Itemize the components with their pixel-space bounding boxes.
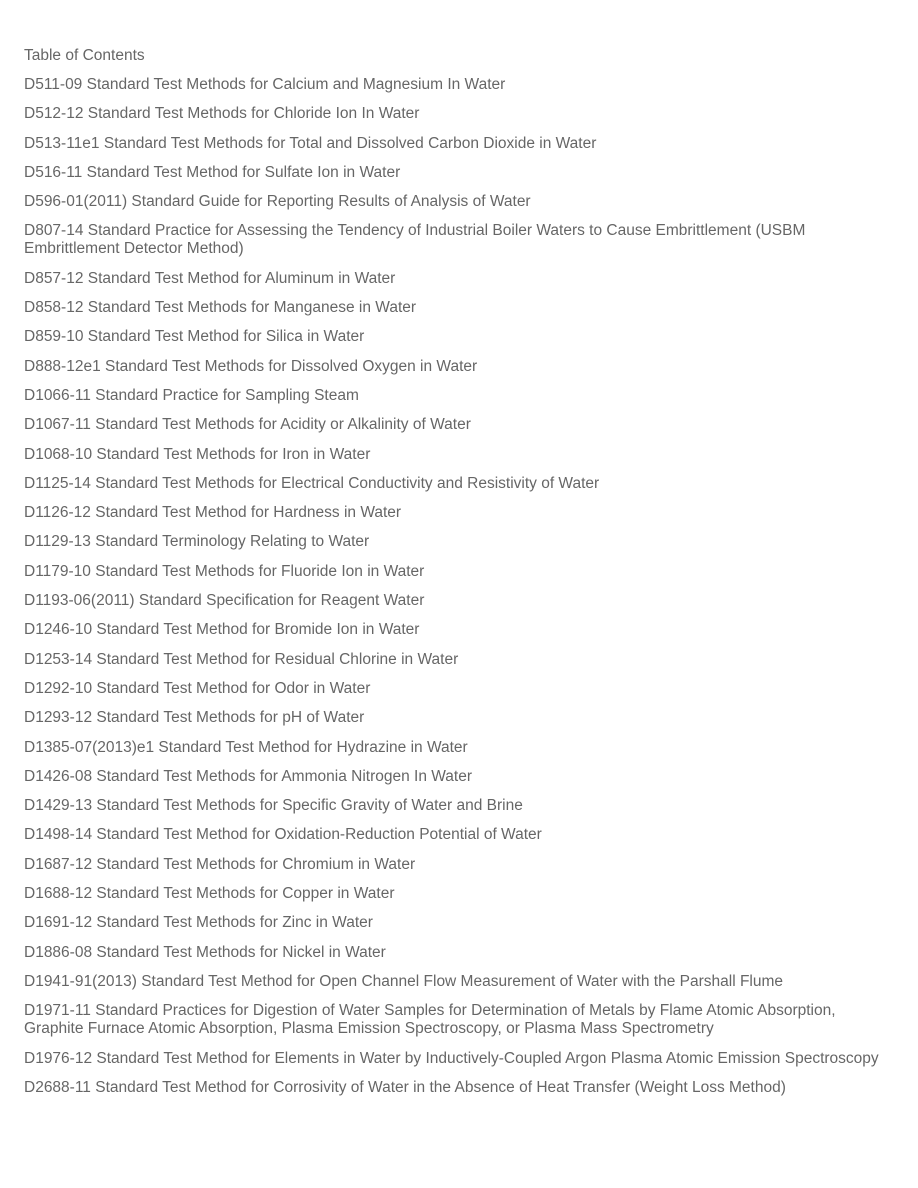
toc-item[interactable]: D1126-12 Standard Test Method for Hardness in Water bbox=[24, 504, 402, 522]
toc-item[interactable]: D888-12e1 Standard Test Methods for Dissolved Oxygen in Water bbox=[24, 357, 478, 375]
toc-item[interactable]: D512-12 Standard Test Methods for Chloride Ion In Water bbox=[24, 105, 420, 123]
toc-title: Table of Contents bbox=[24, 47, 145, 64]
toc-item[interactable]: D857-12 Standard Test Method for Aluminum in Water bbox=[24, 269, 396, 287]
toc-item[interactable]: D1293-12 Standard Test Methods for pH of Water bbox=[24, 709, 365, 727]
toc-item[interactable]: D1068-10 Standard Test Methods for Iron in Water bbox=[24, 445, 371, 463]
toc-item[interactable]: D1429-13 Standard Test Methods for Specific Gravity of Water and Brine bbox=[24, 797, 523, 815]
toc-item[interactable]: D513-11e1 Standard Test Methods for Total and Dissolved Carbon Dioxide in Water bbox=[24, 134, 597, 152]
toc-item[interactable]: D1886-08 Standard Test Methods for Nickel in Water bbox=[24, 943, 386, 961]
toc-item[interactable]: D1976-12 Standard Test Method for Elements in Water by Inductively-Coupled Argon Plasma Atomic Emission Spectroscopy bbox=[24, 1049, 879, 1067]
toc-item[interactable]: D807-14 Standard Practice for Assessing the Tendency of Industrial Boiler Waters to Cause Embrittlement (USBM Embrittlement Detector Method) bbox=[24, 222, 806, 258]
toc-item[interactable]: D1129-13 Standard Terminology Relating to Water bbox=[24, 533, 370, 551]
toc-item[interactable]: D1067-11 Standard Test Methods for Acidity or Alkalinity of Water bbox=[24, 416, 471, 434]
toc-item[interactable]: D2688-11 Standard Test Method for Corrosivity of Water in the Absence of Heat Transfer (Weight Loss Method) bbox=[24, 1078, 786, 1096]
toc-item[interactable]: D1426-08 Standard Test Methods for Ammonia Nitrogen In Water bbox=[24, 767, 473, 785]
toc-item[interactable]: D1691-12 Standard Test Methods for Zinc in Water bbox=[24, 914, 373, 932]
toc-item[interactable]: D596-01(2011) Standard Guide for Reporting Results of Analysis of Water bbox=[24, 193, 531, 211]
toc-item[interactable]: D516-11 Standard Test Method for Sulfate Ion in Water bbox=[24, 163, 401, 181]
toc-item[interactable]: D1292-10 Standard Test Method for Odor in Water bbox=[24, 679, 371, 697]
toc-item[interactable]: D1246-10 Standard Test Method for Bromide Ion in Water bbox=[24, 621, 420, 639]
toc-item[interactable]: D1179-10 Standard Test Methods for Fluoride Ion in Water bbox=[24, 562, 425, 580]
toc-item[interactable]: D1688-12 Standard Test Methods for Copper in Water bbox=[24, 885, 395, 903]
toc-item[interactable]: D858-12 Standard Test Methods for Manganese in Water bbox=[24, 299, 417, 317]
toc-item[interactable]: D859-10 Standard Test Method for Silica in Water bbox=[24, 328, 365, 346]
toc-item[interactable]: D1066-11 Standard Practice for Sampling Steam bbox=[24, 386, 359, 404]
toc-item[interactable]: D1385-07(2013)e1 Standard Test Method for Hydrazine in Water bbox=[24, 738, 468, 756]
toc-item[interactable]: D1498-14 Standard Test Method for Oxidation-Reduction Potential of Water bbox=[24, 826, 542, 844]
toc-item[interactable]: D1193-06(2011) Standard Specification for Reagent Water bbox=[24, 592, 425, 610]
toc-item[interactable]: D1687-12 Standard Test Methods for Chromium in Water bbox=[24, 855, 416, 873]
toc-item[interactable]: D1971-11 Standard Practices for Digestion of Water Samples for Determination of Metals by Flame Atomic Absorption, Graphite Furnace Atomic Absorption, Plasma Emission Spectroscopy, or Plasma Mass Spectrometry bbox=[24, 1002, 836, 1038]
toc-item[interactable]: D1125-14 Standard Test Methods for Electrical Conductivity and Resistivity of Water bbox=[24, 474, 600, 492]
toc-item[interactable]: D511-09 Standard Test Methods for Calcium and Magnesium In Water bbox=[24, 76, 506, 93]
toc-list bbox=[24, 76, 888, 1097]
toc-item[interactable]: D1941-91(2013) Standard Test Method for Open Channel Flow Measurement of Water with the Parshall Flume bbox=[24, 972, 784, 990]
toc-item[interactable]: D1253-14 Standard Test Method for Residual Chlorine in Water bbox=[24, 650, 459, 668]
